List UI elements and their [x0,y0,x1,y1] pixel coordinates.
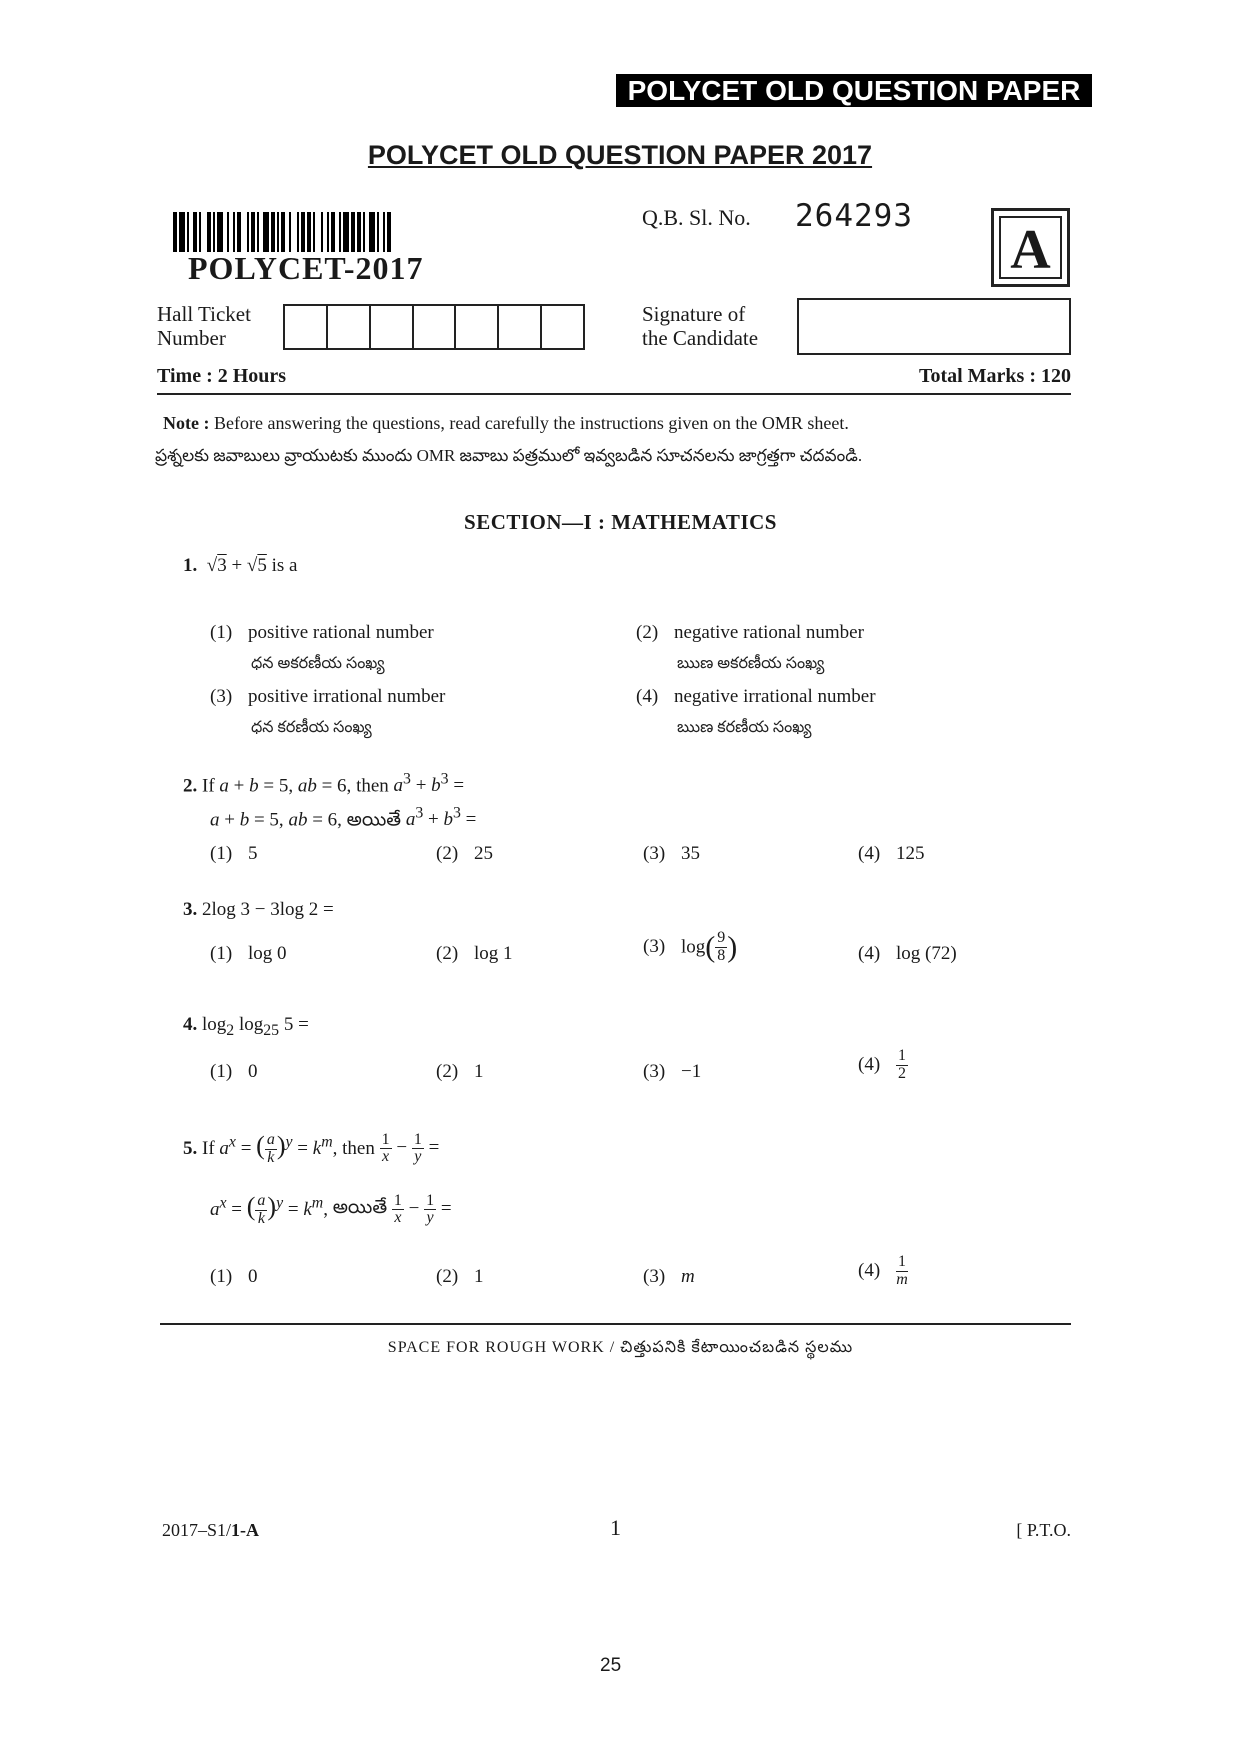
barcode-stripe [301,212,305,252]
section-title: SECTION—I : MATHEMATICS [464,510,777,534]
q1-option-1[interactable] [210,622,434,644]
option-number: (2) [436,1266,459,1287]
option-text: 125 [896,843,925,864]
option-number: (2) [636,622,659,643]
barcode-stripe [247,212,249,252]
barcode-stripe [187,212,189,252]
header-divider [157,393,1071,395]
barcode-stripe [179,212,185,252]
question-2-target: $a^3 + b^3$ = [393,771,465,797]
barcode-stripe [207,212,211,252]
qb-serial-label: Q.B. Sl. No. [642,205,751,230]
page-number: 1 [610,1515,621,1540]
option-number: (3) [643,1266,666,1287]
barcode-stripe [343,212,349,252]
question-1-stem [183,555,297,577]
question-5-target: $\frac{1}{x}$ − $\frac{1}{y}$ = [393,1191,452,1227]
option-text: negative rational number [674,622,864,643]
q1-option-3-telugu: ధన కరణీయ సంఖ్య [251,719,372,736]
option-number: (4) [636,686,659,707]
fraction-1-2 [896,1048,908,1083]
barcode-stripe [387,212,391,252]
q5-option-2[interactable] [436,1266,484,1288]
option-text: log 1 [474,943,513,964]
question-4-expression: $\log_2 \log_{25} 5$ = [202,1014,309,1039]
q1-option-2-telugu: ఋణ అకరణీయ సంఖ్య [677,655,825,672]
question-5-target: $\frac{1}{x}$ − $\frac{1}{y}$ = [381,1130,440,1166]
option-number: (3) [643,936,666,958]
barcode-stripe [277,212,279,252]
q3-option-2[interactable] [436,943,513,965]
q2-option-2[interactable] [436,843,493,865]
option-number: (2) [436,943,459,964]
q1-option-2[interactable] [636,622,864,644]
barcode-stripe [271,212,275,252]
rough-work-divider [160,1323,1071,1325]
question-2-then: then [356,775,389,797]
barcode-stripe [363,212,365,252]
question-5-then: then [342,1137,375,1159]
q1-option-4[interactable] [636,686,876,708]
option-text: 25 [474,843,493,864]
fraction-1-m: $\frac{1}{m}$ [896,1253,908,1288]
question-number: 3. [183,899,198,920]
option-number: (4) [858,843,881,864]
question-number: 5. [183,1137,198,1159]
option-number: (4) [858,1054,881,1076]
question-2-ayithe: అయితే [346,809,402,831]
question-1-stem-tail: is a [271,555,298,576]
option-text: positive rational number [248,622,434,643]
option-text: 1 [474,1061,484,1082]
barcode-stripe [213,212,215,252]
question-3-expression: 2log 3 − 3log 2 = [202,899,334,920]
hall-ticket-digit-box[interactable] [285,306,328,348]
option-number: (4) [858,1260,881,1282]
hall-ticket-digit-box[interactable] [371,306,414,348]
option-number: (3) [210,686,233,707]
hall-ticket-digit-box[interactable] [499,306,542,348]
option-text: log [681,936,706,958]
option-number: (4) [858,943,881,964]
question-number: 2. [183,775,198,797]
q3-option-4[interactable] [858,943,957,965]
option-number: (1) [210,1266,233,1287]
barcode-stripe [289,212,291,252]
fraction-denominator: 2 [898,1064,906,1082]
q5-option-3[interactable] [643,1266,695,1288]
option-number: (2) [436,843,459,864]
q5-option-1[interactable] [210,1266,258,1288]
question-number: 4. [183,1014,198,1035]
hall-ticket-digit-box[interactable] [456,306,499,348]
hall-ticket-digit-box[interactable] [328,306,371,348]
question-5-ayithe: అయితే [332,1196,388,1218]
barcode-stripe [307,212,311,252]
barcode-stripe [237,212,241,252]
hall-ticket-boxes[interactable] [283,304,585,350]
barcode-stripe [233,212,235,252]
question-2-stem [183,771,464,797]
question-2-expression: a + b = 5, ab = 6, [219,775,352,797]
header-banner: POLYCET OLD QUESTION PAPER [616,74,1092,107]
q2-option-4[interactable] [858,843,925,865]
question-2-expression: a + b = 5, ab = 6, [210,809,342,831]
page-title: POLYCET OLD QUESTION PAPER 2017 [367,140,873,170]
hall-ticket-digit-box[interactable] [542,306,583,348]
option-text: negative irrational number [674,686,876,707]
question-5-expression: $a^x$ = ( $\frac{a}{k}$ )$^y = k^m$, [219,1131,338,1167]
barcode-stripe [297,212,299,252]
barcode-stripe [377,212,379,252]
note-text: Before answering the questions, read carefully the instructions given on the OMR sheet. [209,413,849,433]
barcode-stripe [313,212,315,252]
option-text: log (72) [896,943,957,964]
note-label: Note : [163,413,210,433]
question-2-if: If [202,775,215,797]
fraction-numerator: 1 [898,1047,906,1064]
signature-label-line1: Signature of [642,302,746,326]
q1-option-3[interactable] [210,686,445,708]
hall-ticket-label [157,302,251,350]
option-text: m [681,1266,695,1287]
q2-option-1[interactable] [210,843,258,865]
paper-code [162,1520,259,1541]
fraction-9-8 [715,930,727,965]
barcode-stripe [251,212,255,252]
question-5-stem-telugu [210,1192,452,1228]
option-number: (1) [210,622,233,643]
question-5-expression: $a^x$ = ( $\frac{a}{k}$ )$^y = k^m$, [210,1192,328,1228]
hall-ticket-digit-box[interactable] [414,306,457,348]
set-code-letter: A [999,216,1062,279]
q4-option-2[interactable] [436,1061,484,1083]
barcode-stripe [263,212,269,252]
option-number: (1) [210,943,233,964]
hall-ticket-label-line1: Hall Ticket [157,302,251,326]
option-number: (1) [210,843,233,864]
option-text: 0 [248,1061,258,1082]
sqrt3-plus-sqrt5: √3 + √5 [202,555,267,576]
option-number: (3) [643,1061,666,1082]
option-number: (3) [643,843,666,864]
fraction-numerator: 9 [717,929,726,946]
barcode-stripe [339,212,341,252]
signature-label [642,302,758,350]
option-number: (2) [436,1061,459,1082]
fraction-denominator: 8 [717,946,726,964]
option-text: 5 [248,843,258,864]
barcode-stripe [217,212,223,252]
option-text: positive irrational number [248,686,446,707]
question-5-stem [183,1131,439,1167]
q1-option-1-telugu: ధన అకరణీయ సంఖ్య [251,655,385,672]
barcode-stripe [369,212,375,252]
q4-option-1[interactable] [210,1061,258,1083]
question-3-stem [183,899,334,921]
hall-ticket-label-line2: Number [157,326,226,350]
barcode-stripe [331,212,335,252]
barcode-stripe [199,212,201,252]
option-number: (1) [210,1061,233,1082]
signature-box[interactable] [797,298,1071,355]
barcode-stripe [173,212,177,252]
pdf-page-number: 25 [600,1655,622,1676]
option-text: −1 [681,1061,702,1082]
barcode-stripe [193,212,197,252]
barcode-stripe [321,212,323,252]
question-5-if: If [202,1137,215,1159]
q3-option-1[interactable] [210,943,287,965]
note-english [163,413,849,434]
total-marks: Total Marks : 120 [918,365,1071,387]
pto-label: [ P.T.O. [1016,1520,1071,1540]
barcode-stripe [227,212,229,252]
option-text: 35 [681,843,700,864]
question-4-stem [183,1014,309,1040]
signature-label-line2: the Candidate [642,326,759,350]
barcode-stripe [257,212,259,252]
barcode-image [173,212,479,252]
q3-option-3[interactable]: (3) log( $\frac{9}{8}$ ) [643,929,738,964]
rough-work-label: SPACE FOR ROUGH WORK / చిత్తుపనికి కేటాయించబడిన స్థలము [387,1339,854,1356]
exam-code: POLYCET-2017 [188,250,424,286]
time-allowed: Time : 2 Hours [157,365,287,387]
qb-serial-number: 264293 [795,198,913,234]
q1-option-4-telugu: ఋణ కరణీయ సంఖ్య [677,719,812,736]
option-text: log 0 [248,943,287,964]
barcode-stripe [327,212,329,252]
barcode-stripe [357,212,361,252]
q4-option-3[interactable] [643,1061,701,1083]
paper-code-set: 1-A [231,1520,260,1540]
question-number: 1. [183,555,198,576]
option-text: 1 [474,1266,484,1287]
paper-code-prefix: 2017–S1/ [162,1520,232,1540]
set-code-box [991,208,1070,287]
q2-option-3[interactable] [643,843,700,865]
barcode-stripe [351,212,355,252]
question-2-target: $a^3 + b^3$ = [405,805,477,831]
option-text: 0 [248,1266,258,1287]
barcode-stripe [383,212,385,252]
barcode-stripe [281,212,285,252]
q5-option-4[interactable] [858,1254,908,1289]
question-2-stem-telugu [210,805,476,835]
q4-option-4[interactable] [858,1048,908,1083]
note-telugu: ప్రశ్నలకు జవాబులు వ్రాయుటకు ముందు OMR జవాబు పత్రములో ఇవ్వబడిన సూచనలను జాగ్రత్తగా చదవండి. [155,446,863,465]
